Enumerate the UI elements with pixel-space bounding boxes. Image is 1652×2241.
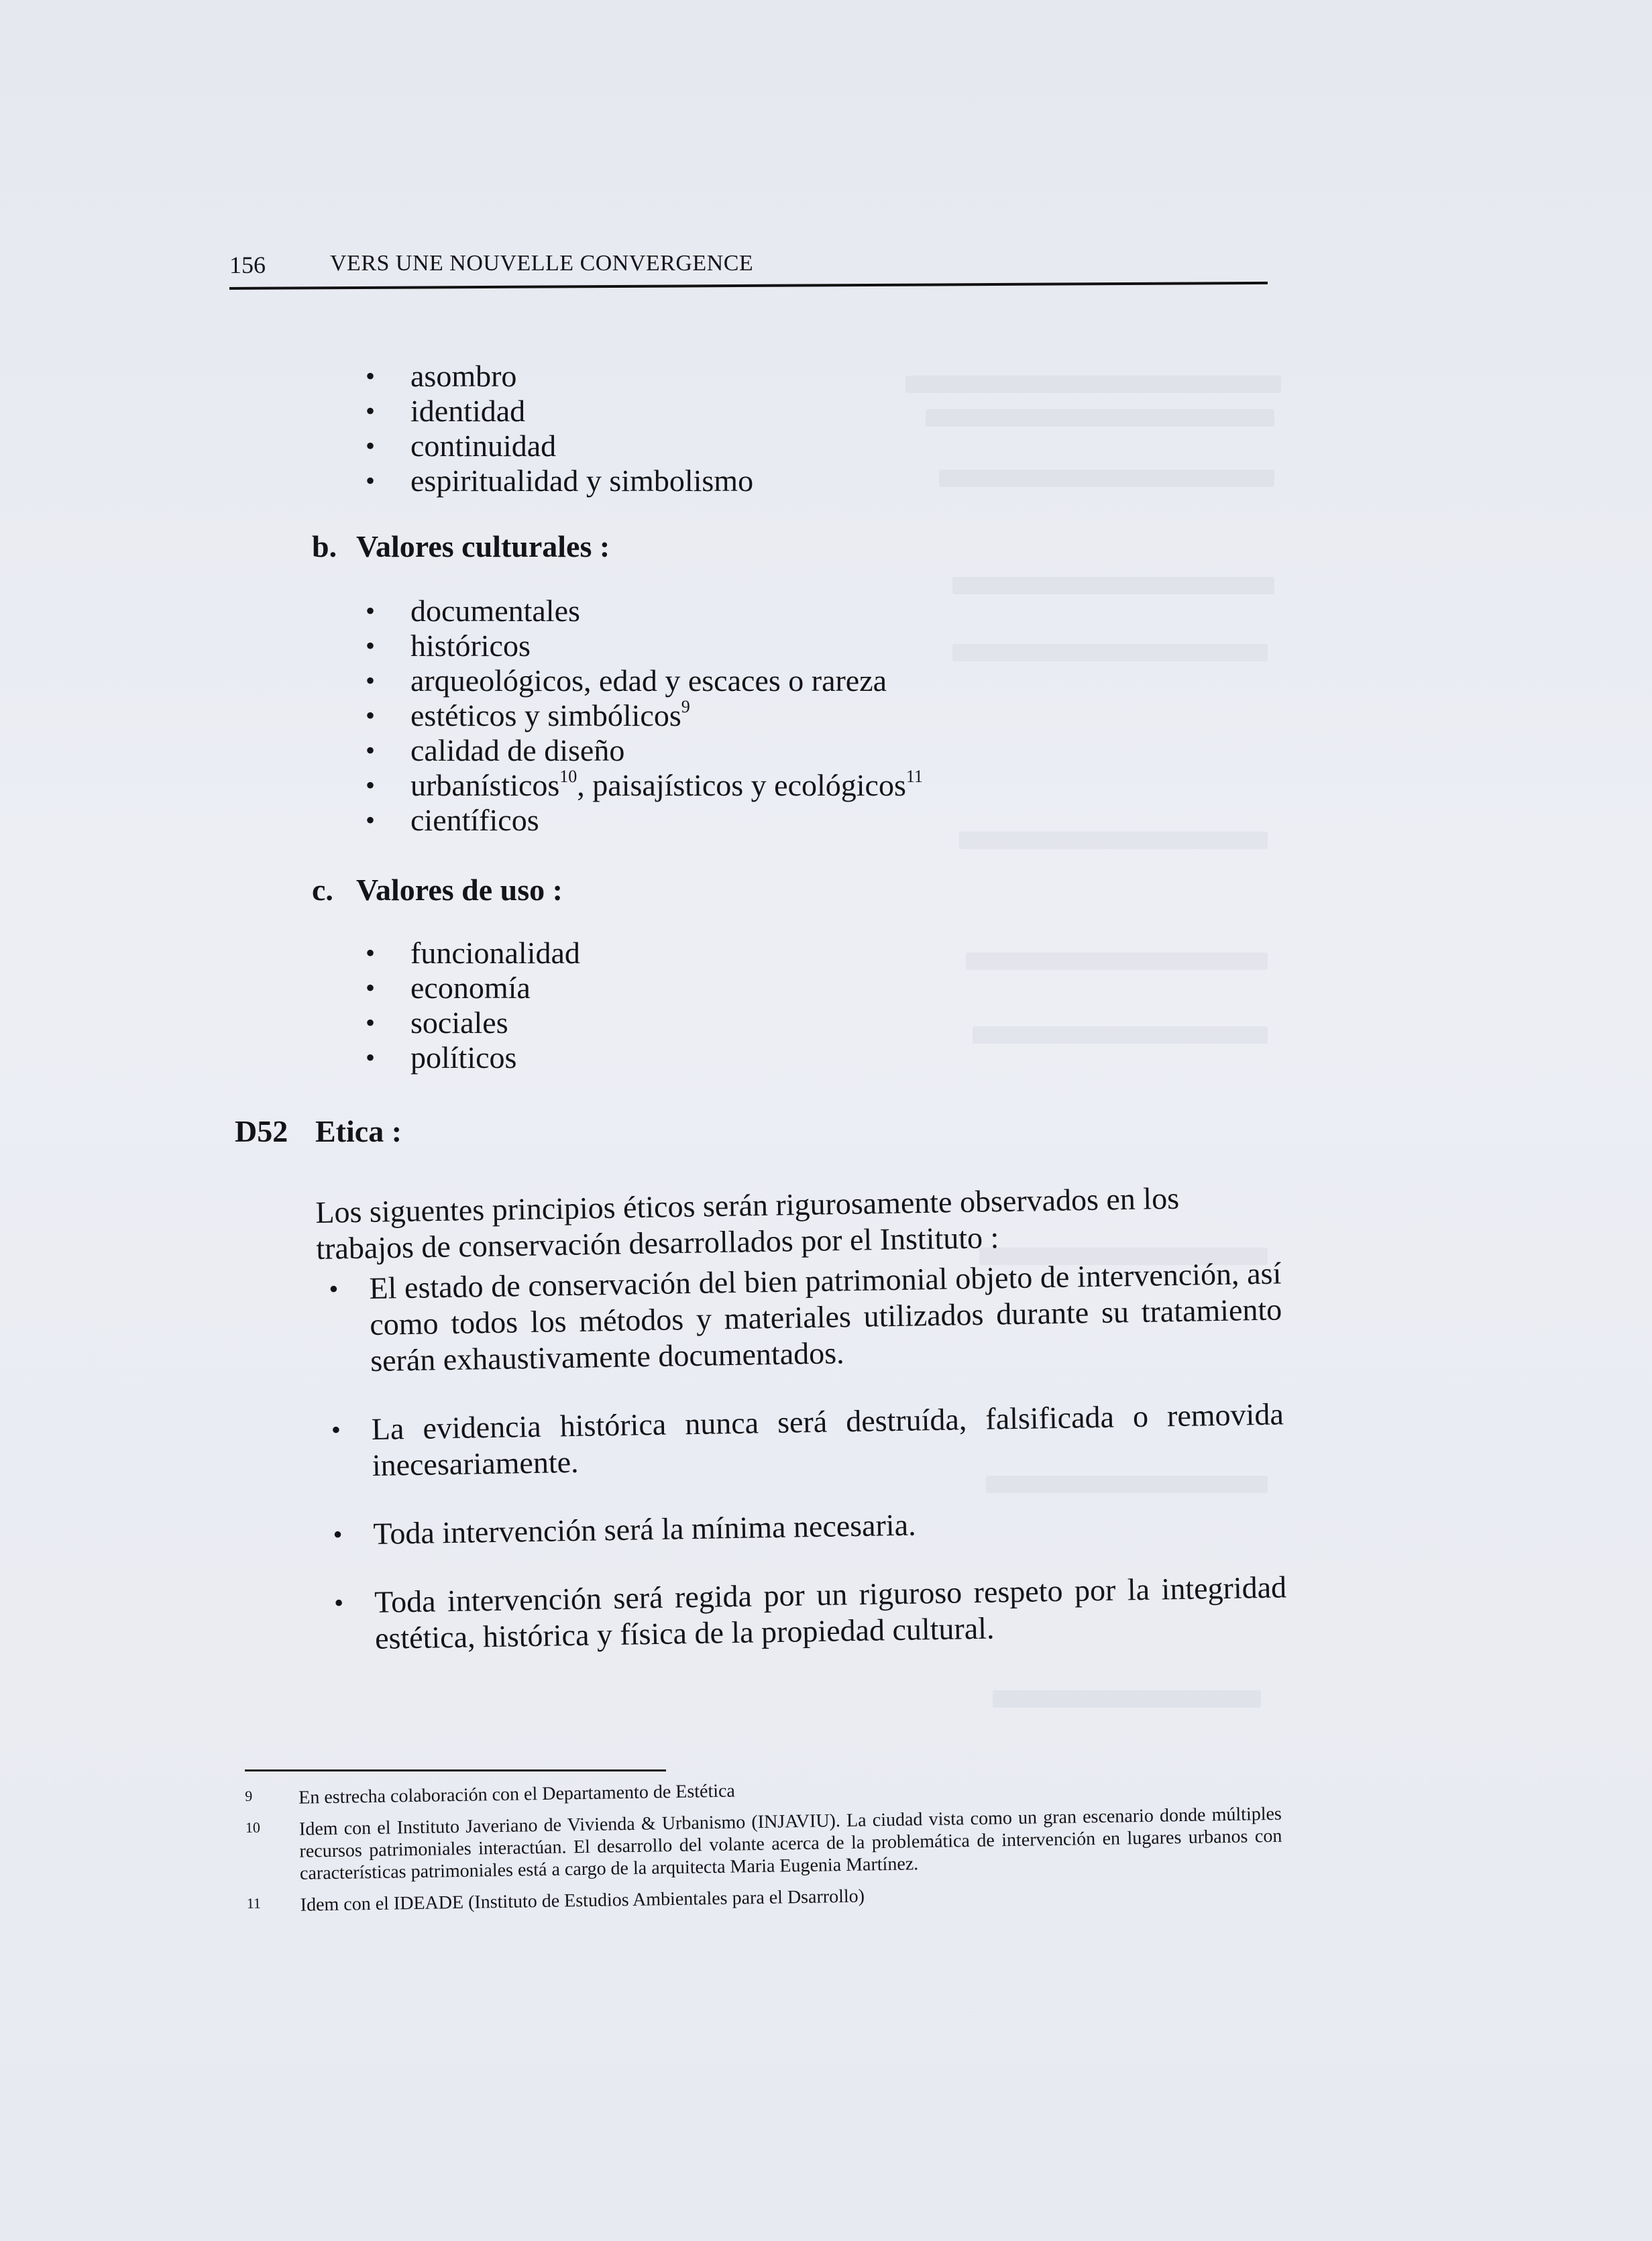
footnote-rule <box>245 1769 666 1771</box>
list-item: • urbanísticos$^{10}$, paisajísticos y ecológicos$^{11}$ <box>366 768 923 803</box>
footnote-ref: 9 <box>681 696 690 716</box>
list-item: • Toda intervención será regida por un riguroso respeto por la integridad estética, histórica y física de la propiedad cultural. <box>334 1569 1288 1657</box>
list-item: • espiritualidad y simbolismo <box>366 463 753 498</box>
list-item: • arqueológicos, edad y escaces o rareza <box>366 663 923 698</box>
footnote-number: 11 <box>246 1894 262 1912</box>
section-heading-b: b. Valores culturales : <box>312 529 610 563</box>
list-item: • históricos <box>366 628 923 663</box>
list-item: • identidad <box>366 394 753 429</box>
list-continued-values <box>366 359 753 498</box>
page-number: 156 <box>229 252 266 278</box>
footnote-ref: 10 <box>559 766 577 786</box>
list-item: • sociales <box>366 1005 580 1040</box>
list-item: • economía <box>366 971 580 1005</box>
footnotes <box>245 1771 1283 1926</box>
list-use-values <box>366 936 580 1075</box>
footnote <box>247 1879 1283 1917</box>
list-item: • Toda intervención será la mínima necesaria. <box>333 1500 1286 1553</box>
list-item: • calidad de diseño <box>366 733 923 768</box>
section-heading-d52: D52 Etica : <box>235 1114 402 1148</box>
list-item: • estéticos y simbólicos$^9$ <box>366 698 923 733</box>
list-item: • continuidad <box>366 429 753 463</box>
footnote <box>245 1771 1281 1810</box>
ethics-principles-list <box>329 1255 1288 1689</box>
running-title: VERS UNE NOUVELLE CONVERGENCE <box>330 251 754 276</box>
list-item: • documentales <box>366 594 923 628</box>
footnote-text: Idem con el IDEADE (Instituto de Estudios Ambientales para el Dsarrollo) <box>300 1885 865 1916</box>
list-item: • El estado de conservación del bien patrimonial objeto de intervención, así como todos los métodos y materiales utilizados durante su tratamiento serán exhaustivamente documentados. <box>329 1255 1282 1380</box>
footnote-number: 9 <box>245 1787 253 1804</box>
list-item: • funcionalidad <box>366 936 580 971</box>
footnote-number: 10 <box>245 1818 261 1836</box>
section-heading-c: c. Valores de uso : <box>312 873 563 907</box>
list-item: • asombro <box>366 359 753 394</box>
footnote-text: Idem con el Instituto Javeriano de Vivienda & Urbanismo (INJAVIU). La ciudad vista como un gran escenario donde múltiples recursos patrimoniales interactúan. El desarrollo del volante acerca de la problemática de intervención en lugares urbanos con características patrimoniales está a cargo de la arquitecta Maria Eugenia Martínez. <box>298 1803 1282 1884</box>
list-item: • La evidencia histórica nunca será destruída, falsificada o removida inecesariamente. <box>331 1396 1284 1484</box>
footnote <box>245 1803 1282 1885</box>
list-cultural-values <box>366 594 923 838</box>
footnote-ref: 11 <box>905 766 923 786</box>
page-header <box>229 248 1268 302</box>
footnote-text: En estrecha colaboración con el Departamento de Estética <box>298 1780 736 1808</box>
list-item: • científicos <box>366 803 923 838</box>
list-item: • políticos <box>366 1040 580 1075</box>
ethics-intro-paragraph: Los siguentes principios éticos serán rigurosamente observados en los trabajos de conservación desarrollados por el Instituto : <box>315 1181 1180 1266</box>
header-rule <box>229 282 1268 290</box>
